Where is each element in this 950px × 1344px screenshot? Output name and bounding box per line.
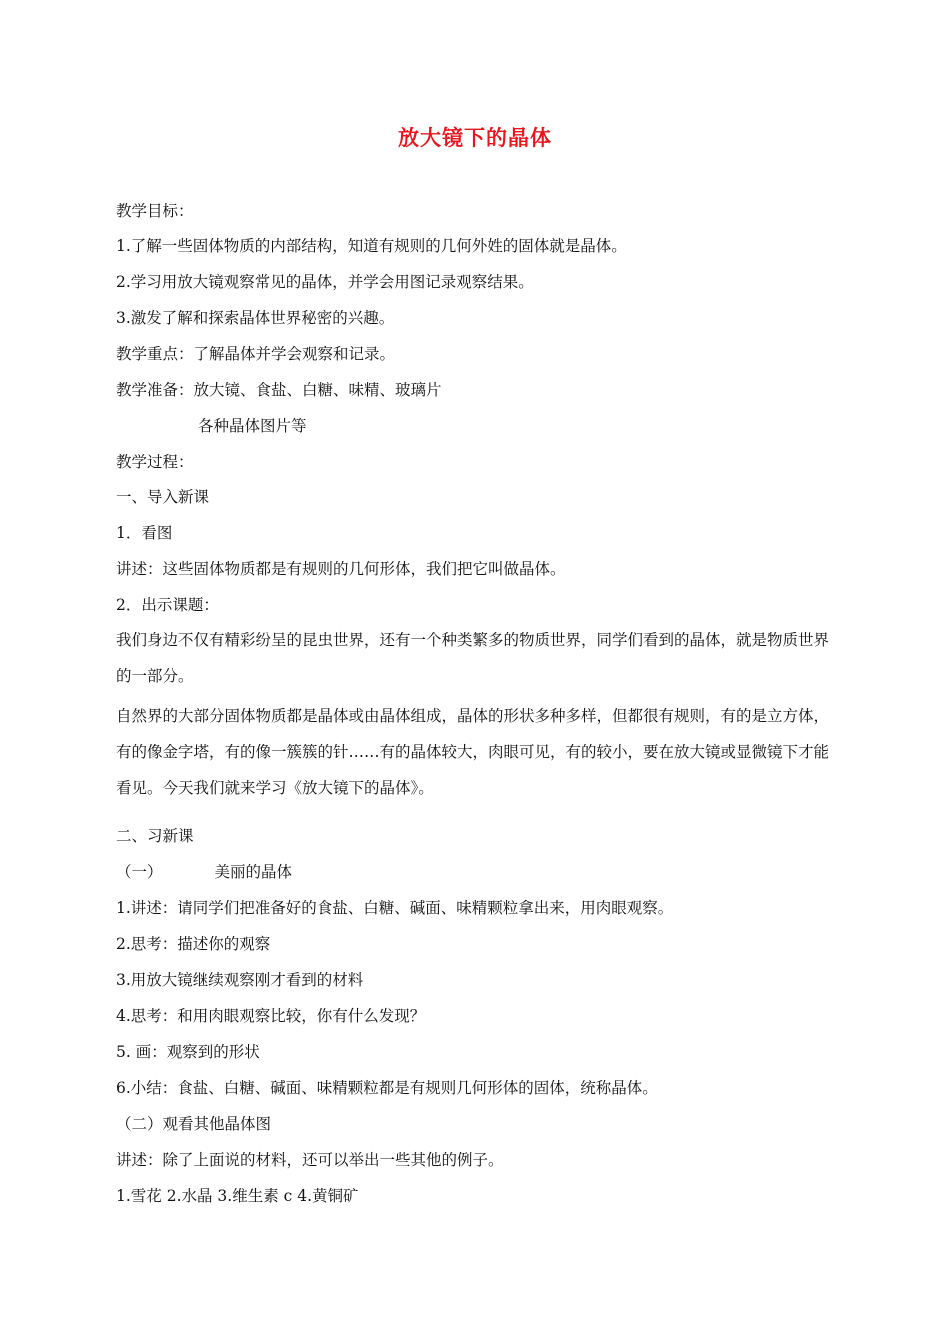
s1-paragraph-2: 自然界的大部分固体物质都是晶体或由晶体组成，晶体的形状多种多样，但都很有规则，有的是立方体，有的像金字塔，有的像一簇簇的针……有的晶体较大，肉眼可见，有的较小，要在放大镜或显微镜下才能看见。今天我们就来学习《放大镜下的晶体》。	[116, 707, 830, 797]
section1-heading: 一、导入新课	[116, 488, 210, 506]
sub2-text: 讲述：除了上面说的材料，还可以举出一些其他的例子。	[116, 1151, 504, 1169]
s1-paragraph-1: 我们身边不仅有精彩纷呈的昆虫世界，还有一个种类繁多的物质世界，同学们看到的晶体，就是物质世界的一部分。	[116, 631, 830, 685]
goals-heading: 教学目标：	[116, 202, 194, 220]
goal-item: 3.激发了解和探索晶体世界秘密的兴趣。	[116, 309, 395, 327]
sub1-item: 2.思考：描述你的观察	[116, 935, 271, 953]
s1-item2: 2．出示课题：	[116, 596, 219, 614]
goal-item: 2.学习用放大镜观察常见的晶体，并学会用图记录观察结果。	[116, 273, 534, 291]
document-title: 放大镜下的晶体	[398, 125, 552, 150]
s1-item1: 1．看图	[116, 524, 173, 542]
focus-line: 教学重点：了解晶体并学会观察和记录。	[116, 345, 396, 363]
preparation-continued: 各种晶体图片等	[198, 417, 307, 435]
sub1-title: 美丽的晶体	[214, 863, 293, 881]
sub1-item: 6.小结：食盐、白糖、碱面、味精颗粒都是有规则几何形体的固体，统称晶体。	[116, 1079, 658, 1097]
sub2-heading: （二）观看其他晶体图	[116, 1115, 272, 1133]
sub1-number: （一）	[116, 863, 163, 881]
sub2-examples: 1.雪花 2.水晶 3.维生素 c 4.黄铜矿	[116, 1187, 359, 1205]
sub1-item: 4.思考：和用肉眼观察比较，你有什么发现？	[116, 1007, 426, 1025]
process-heading: 教学过程：	[116, 453, 194, 471]
preparation-line: 教学准备：放大镜、食盐、白糖、味精、玻璃片	[116, 381, 442, 399]
sub1-item: 3.用放大镜继续观察刚才看到的材料	[116, 971, 364, 989]
sub1-item: 5. 画：观察到的形状	[116, 1043, 260, 1061]
s1-item1-text: 讲述：这些固体物质都是有规则的几何形体，我们把它叫做晶体。	[116, 560, 566, 578]
sub1-heading	[116, 862, 292, 882]
goal-item: 1.了解一些固体物质的内部结构，知道有规则的几何外姓的固体就是晶体。	[116, 237, 627, 255]
section2-heading: 二、习新课	[116, 827, 194, 845]
sub1-item: 1.讲述：请同学们把准备好的食盐、白糖、碱面、味精颗粒拿出来，用肉眼观察。	[116, 899, 674, 917]
